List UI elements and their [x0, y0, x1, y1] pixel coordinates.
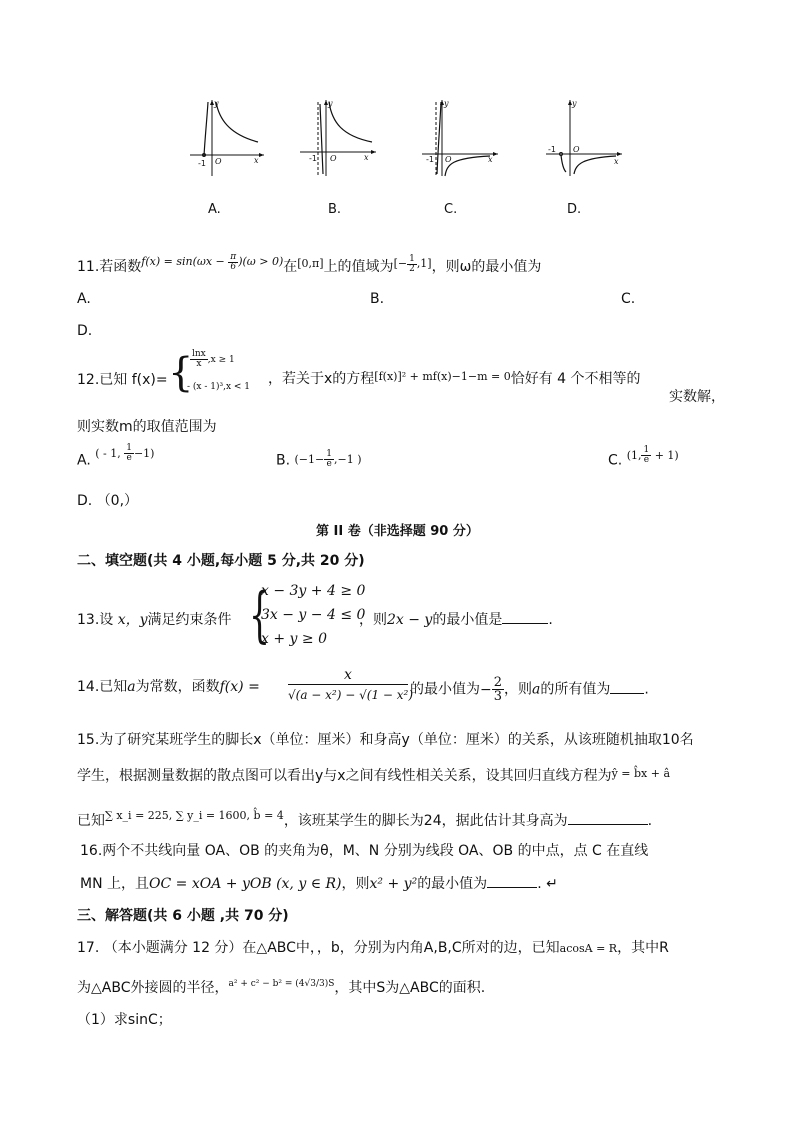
- q15-line2: 学生，根据测量数据的散点图可以看出y与x之间有线性相关关系，设其回归直线方程为: [77, 768, 612, 784]
- q13-prefix: 13.设: [77, 612, 114, 628]
- section-3-heading: 三、解答题(共 6 小题 ,共 70 分): [77, 908, 289, 924]
- q16-line2-group: [80, 873, 558, 893]
- question-12: [77, 350, 168, 400]
- graph-label-a: A.: [208, 202, 221, 217]
- q14-end: .: [644, 681, 649, 698]
- q16-line1-text: 16.两个不共线向量 OA、OB 的夹角为θ，M、N 分别为线段 OA、OB 的中点，点 C 在直线: [80, 843, 649, 859]
- q13-tail2: 的最小值是: [432, 612, 503, 628]
- q12-option-d-label: D.: [77, 493, 93, 509]
- q13-prefix-group: [77, 609, 232, 629]
- section-2-heading: 二、填空题(共 4 小题,每小题 5 分,共 20 分): [77, 553, 365, 569]
- graph-label-c: C.: [444, 202, 458, 217]
- svg-text:x: x: [364, 153, 369, 162]
- q17-line1: 17. （本小题满分 12 分）在△ABC中，，b，分别为内角A,B,C所对的边，已知: [77, 940, 560, 956]
- q16-vector-eq: OC = xOA + yOB (x, y ∈ R): [149, 876, 342, 892]
- q13-constraint-3: x + y ≥ 0: [261, 631, 327, 647]
- svg-text:O: O: [215, 157, 222, 166]
- q11-option-a[interactable]: A.: [77, 291, 91, 307]
- q15-sums: ∑ x_i = 225, ∑ y_i = 1600, b̂ = 4: [105, 809, 284, 822]
- q17-condition-2: a² + c² − b² = (4√3/3)S: [228, 979, 335, 989]
- q13-tail: ，则: [359, 612, 387, 628]
- q12-text: [268, 368, 641, 388]
- svg-text:-1: -1: [309, 154, 317, 163]
- svg-text:O: O: [445, 155, 452, 164]
- svg-text:x: x: [254, 156, 259, 165]
- q16-end: . ↵: [537, 876, 558, 892]
- svg-text:-1: -1: [548, 145, 556, 154]
- q12-option-d-value: （0,）: [96, 493, 139, 509]
- q12-tail: 恰好有 4 个不相等的: [510, 371, 641, 387]
- q12-option-b-value: (−1− $\frac{1}{e}$ ,−1 ): [294, 449, 362, 469]
- q13-brace: {: [249, 580, 271, 650]
- q16-line2c: 的最小值为: [417, 876, 488, 892]
- q16-line2a: MN 上，且: [80, 876, 150, 892]
- svg-text:y: y: [444, 99, 449, 108]
- q12-piece1: $\frac{\ln x}{x}$ ,x ≥ 1: [192, 349, 235, 369]
- question-11: [77, 251, 542, 278]
- svg-text:x: x: [614, 157, 619, 166]
- q14-mid2: 的最小值为: [410, 681, 480, 698]
- q15-line2-group: [77, 765, 670, 785]
- q12-option-a-label: A.: [77, 452, 91, 469]
- q12-option-b-label: B.: [276, 452, 291, 469]
- q15-end: .: [647, 813, 653, 829]
- graph-label-b: B.: [328, 202, 342, 217]
- q11-option-c[interactable]: C.: [621, 291, 636, 307]
- q14-const-a: a: [127, 679, 136, 695]
- q12-option-d[interactable]: [77, 490, 138, 510]
- q17-line1b: ，其中R: [617, 940, 669, 956]
- q14-fx: f(x) =: [219, 679, 260, 695]
- svg-text:-1: -1: [426, 155, 434, 164]
- q13-constraint-2: 3x − y − 4 ≤ 0: [261, 607, 366, 623]
- q14-fraction: [288, 666, 414, 705]
- q14-prefix: 14.已知: [77, 679, 128, 695]
- q14-tail-group: [410, 676, 649, 703]
- q11-tail: ，则ω的最小值为: [431, 259, 542, 275]
- q15-line3-group: [77, 810, 652, 830]
- svg-text:y: y: [214, 99, 219, 108]
- q13-end: .: [548, 612, 553, 628]
- q11-function: f(x) = sin(ωx − π 6 )(ω > 0): [141, 251, 284, 272]
- question-14: [77, 676, 260, 696]
- q16-answer-blank[interactable]: [487, 887, 537, 888]
- graph-label-d: D.: [567, 202, 582, 217]
- q12-option-b[interactable]: [276, 449, 362, 471]
- q14-numerator: x: [288, 666, 408, 685]
- q14-answer-blank[interactable]: [610, 693, 644, 694]
- q17-line2a: 为△ABC外接圆的半径，: [77, 980, 229, 996]
- q12-option-c-value: (1, 1 e + 1): [626, 445, 679, 465]
- q15-line3a: 已知: [77, 813, 105, 829]
- q16-line1: [80, 840, 648, 860]
- q12-prefix: 12.已知 f(x)=: [77, 372, 168, 388]
- svg-text:O: O: [573, 145, 580, 154]
- graph-b: [298, 98, 378, 178]
- q12-line2: 则实数m的取值范围为: [77, 419, 217, 435]
- q11-option-b[interactable]: B.: [370, 291, 385, 307]
- q12-piecewise-brace: {: [168, 350, 194, 396]
- q12-option-a[interactable]: [77, 443, 155, 471]
- graph-c: [420, 98, 500, 178]
- q13-tail-group: [359, 609, 553, 629]
- q11-mid: 在: [283, 259, 298, 275]
- q17-line2-group: [77, 977, 485, 997]
- graph-d: [544, 98, 624, 178]
- q17-condition: acosA = R: [559, 942, 618, 955]
- q15-line3b: ，该班某学生的脚长为24，据此估计其身高为: [283, 813, 568, 829]
- section-2-title: 第 II 卷（非选择题 90 分）: [316, 524, 479, 539]
- q14-tail2: 的所有值为: [540, 681, 611, 698]
- q13-expression: 2x − y: [387, 612, 433, 628]
- q13-constraint-1: x − 3y + 4 ≥ 0: [261, 583, 366, 599]
- q12-option-c[interactable]: [608, 445, 679, 471]
- q14-minval: − $\frac{2}{3}$: [480, 675, 503, 704]
- q11-range: [− 1 2 ,1]: [393, 253, 432, 274]
- q17-line1-group: [77, 937, 669, 957]
- q12-equation: [f(x)]² + mf(x)−1−m = 0: [374, 370, 511, 383]
- q11-mid2: 上的值域为: [323, 259, 394, 275]
- q13-constraints: [261, 579, 365, 651]
- q12-option-a-value: ( - 1, 1 e −1): [95, 443, 155, 463]
- q13-answer-blank[interactable]: [502, 623, 548, 624]
- q11-option-d[interactable]: D.: [77, 323, 93, 339]
- q12-piece2: - (x - 1)³,x < 1: [187, 382, 251, 392]
- q13-vars: x，y: [117, 612, 148, 628]
- q15-line1: 15.为了研究某班学生的脚长x（单位：厘米）和身高y（单位：厘米）的关系，从该班随机抽取10名: [77, 732, 694, 748]
- q14-mid: 为常数，函数: [135, 679, 220, 695]
- svg-text:y: y: [328, 99, 333, 108]
- q13-mid: 满足约束条件: [147, 612, 232, 628]
- graph-a: [186, 98, 266, 178]
- q14-tail: ，则: [504, 681, 533, 698]
- q11-prefix: 11.若函数: [77, 259, 142, 275]
- svg-text:O: O: [330, 154, 337, 163]
- q17-subquestion-1: （1）求sinC；: [77, 1012, 172, 1028]
- q16-expression: x² + y²: [369, 876, 418, 892]
- q11-interval: [0,π]: [297, 257, 324, 270]
- svg-text:x: x: [488, 155, 493, 164]
- q17-line2b: ，其中S为△ABC的面积.: [334, 980, 486, 996]
- svg-text:-1: -1: [198, 159, 206, 168]
- q12-mid: ，若关于x的方程: [268, 371, 375, 387]
- svg-text:y: y: [572, 99, 577, 108]
- q14-denominator: √(a − x²) − √(1 − x²): [288, 688, 414, 702]
- q15-answer-blank[interactable]: [568, 824, 648, 825]
- q16-line2b: ，则: [341, 876, 370, 892]
- q12-option-c-label: C.: [608, 452, 623, 469]
- q15-regression: ŷ = b̂x + â: [611, 767, 671, 780]
- q14-const-a-2: a: [532, 681, 541, 698]
- q12-tail2: 实数解，: [669, 389, 725, 405]
